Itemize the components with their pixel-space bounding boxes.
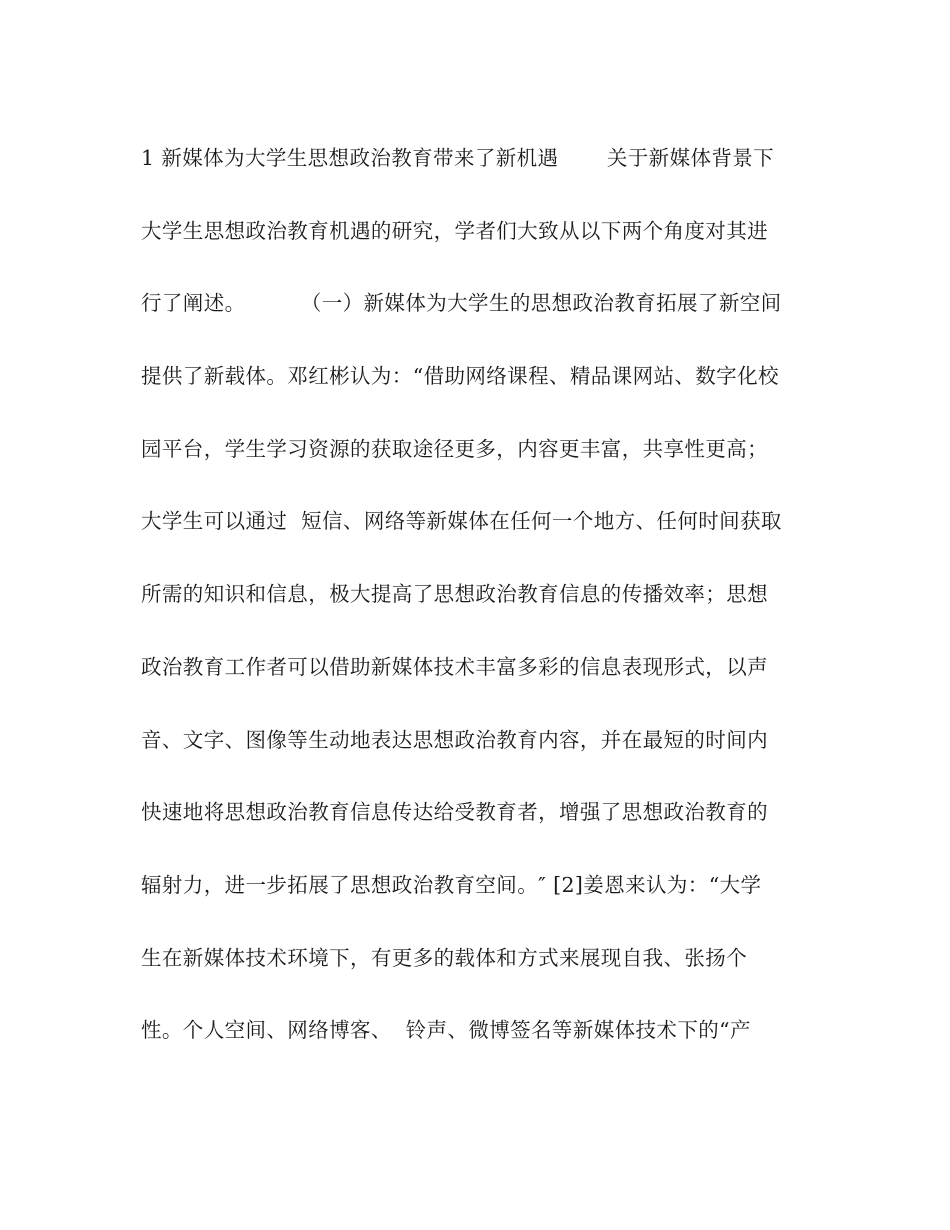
text-line: 园平台，学生学习资源的获取途径更多，内容更丰富，共享性更高； (141, 436, 768, 461)
text-line: 提供了新载体。邓红彬认为：“借助网络课程、精品课网站、数字化校 (141, 364, 779, 389)
text-line: 大学生思想政治教育机遇的研究，学者们大致从以下两个角度对其进 (141, 218, 768, 243)
body-text (141, 138, 821, 1083)
text-line: 音、文字、图像等生动地表达思想政治教育内容，并在最短的时间内 (141, 727, 768, 752)
text-line: 生在新媒体技术环境下，有更多的载体和方式来展现自我、张扬个 (141, 945, 748, 970)
text-line: 所需的知识和信息，极大提高了思想政治教育信息的传播效率；思想 (141, 582, 768, 607)
text-line: 政治教育工作者可以借助新媒体技术丰富多彩的信息表现形式，以声 (141, 654, 768, 679)
text-line: 辐射力，进一步拓展了思想政治教育空间。″ [2]姜恩来认为：“大学 (141, 872, 762, 897)
text-line: 行了阐述。 （一）新媒体为大学生的思想政治教育拓展了新空间 (141, 291, 782, 316)
text-line: 性。个人空间、网络博客、 铃声、微博签名等新媒体技术下的“产 (141, 1018, 751, 1043)
text-line: 1 新媒体为大学生思想政治教育带来了新机遇 关于新媒体背景下 (141, 146, 775, 170)
text-line: 快速地将思想政治教育信息传达给受教育者，增强了思想政治教育的 (141, 800, 768, 825)
text-line: 大学生可以通过 短信、网络等新媒体在任何一个地方、任何时间获取 (141, 509, 782, 534)
